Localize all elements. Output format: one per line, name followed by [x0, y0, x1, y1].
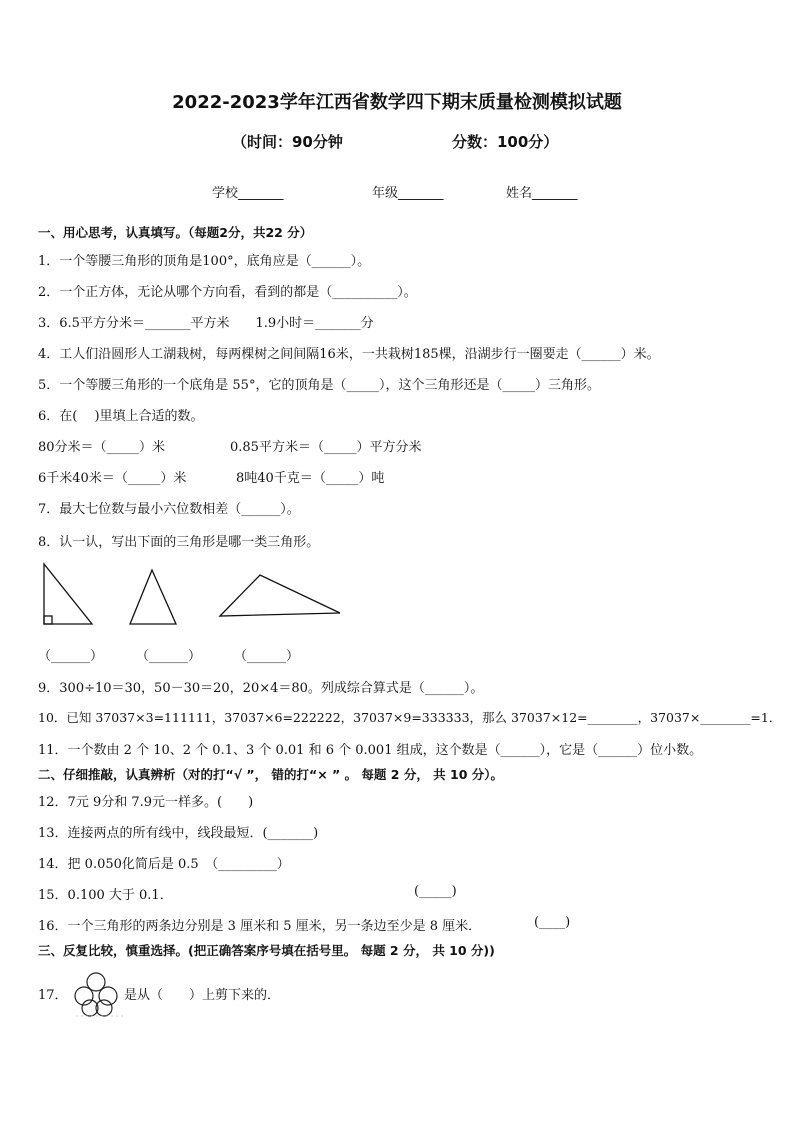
obtuse-triangle	[220, 575, 340, 616]
question-6d: 8吨40千克＝（_____）吨	[236, 471, 385, 486]
question-3: 3．6.5平方分米＝_______平方米 1.9小时＝_______分	[38, 316, 374, 331]
section1-heading: 一、用心思考，认真填写。（每题2分，共22 分）	[38, 225, 313, 240]
q8-blank-2: （______）	[136, 649, 202, 664]
section3-heading: 三、反复比较，慎重选择。(把正确答案序号填在括号里。 每题 2 分， 共 10 分))	[38, 943, 495, 958]
question-2: 2．一个正方体，无论从哪个方向看，看到的都是（__________）。	[38, 285, 417, 300]
triangle-figures	[0, 560, 794, 640]
exam-time: （时间：90分钟	[232, 133, 343, 151]
question-6b: 0.85平方米＝（_____）平方分米	[230, 440, 422, 455]
question-17-number: 17．	[38, 988, 68, 1003]
acute-triangle	[130, 570, 176, 624]
page-title: 2022-2023学年江西省数学四下期末质量检测模拟试题	[172, 92, 622, 113]
question-13: 13．连接两点的所有线中，线段最短．(_______)	[38, 826, 319, 841]
question-10: 10．已知 37037×3=111111，37037×6=222222，37037×9=333333，那么 37037×12=________，37037×________=1．	[38, 710, 782, 725]
section2-heading: 二、仔细推敲，认真辨析（对的打“√ ”， 错的打“× ” 。 每题 2 分， 共 10 分）。	[38, 767, 504, 782]
name-field: 姓名_______	[506, 186, 578, 201]
question-7: 7．最大七位数与最小六位数相差（______）。	[38, 502, 300, 517]
question-8: 8．认一认，写出下面的三角形是哪一类三角形。	[38, 535, 320, 550]
school-field: 学校_______	[212, 186, 284, 201]
clover-shape-figure	[66, 970, 126, 1020]
question-6c: 6千米40米＝（_____）米	[38, 471, 187, 486]
q8-blank-1: （______）	[38, 649, 104, 664]
exam-score: 分数：100分）	[452, 133, 559, 151]
right-triangle	[44, 564, 92, 624]
q15-blank: (_____)	[414, 884, 457, 899]
question-6: 6．在( )里填上合适的数。	[38, 409, 204, 424]
q16-blank: (____)	[534, 915, 571, 930]
question-4: 4．工人们沿圆形人工湖栽树，每两棵树之间间隔16米，一共栽树185棵，沿湖步行一圈要走（______）米。	[38, 347, 660, 362]
question-12: 12．7元 9分和 7.9元一样多。( )	[38, 795, 254, 810]
right-angle-mark	[44, 616, 52, 624]
question-5: 5．一个等腰三角形的一个底角是 55°，它的顶角是（_____），这个三角形还是（_____）三角形。	[38, 378, 600, 393]
question-6a: 80分米＝（_____）米	[38, 440, 166, 455]
question-17-text: 是从（ ）上剪下来的．	[124, 988, 281, 1003]
q8-blank-3: （______）	[234, 649, 300, 664]
question-11: 11．一个数由 2 个 10、2 个 0.1、3 个 0.01 和 6 个 0.001 组成，这个数是（______），它是（______）位小数。	[38, 743, 703, 758]
question-1: 1．一个等腰三角形的顶角是100°，底角应是（______）。	[38, 254, 371, 269]
question-9: 9．300÷10＝30，50－30＝20，20×4＝80。列成综合算式是（______）。	[38, 681, 484, 696]
question-14: 14．把 0.050化简后是 0.5 （_________）	[38, 857, 290, 872]
grade-field: 年级_______	[372, 186, 444, 201]
question-16: 16．一个三角形的两条边分别是 3 厘米和 5 厘米，另一条边至少是 8 厘米．	[38, 919, 482, 934]
question-15: 15．0.100 大于 0.1．	[38, 888, 173, 903]
